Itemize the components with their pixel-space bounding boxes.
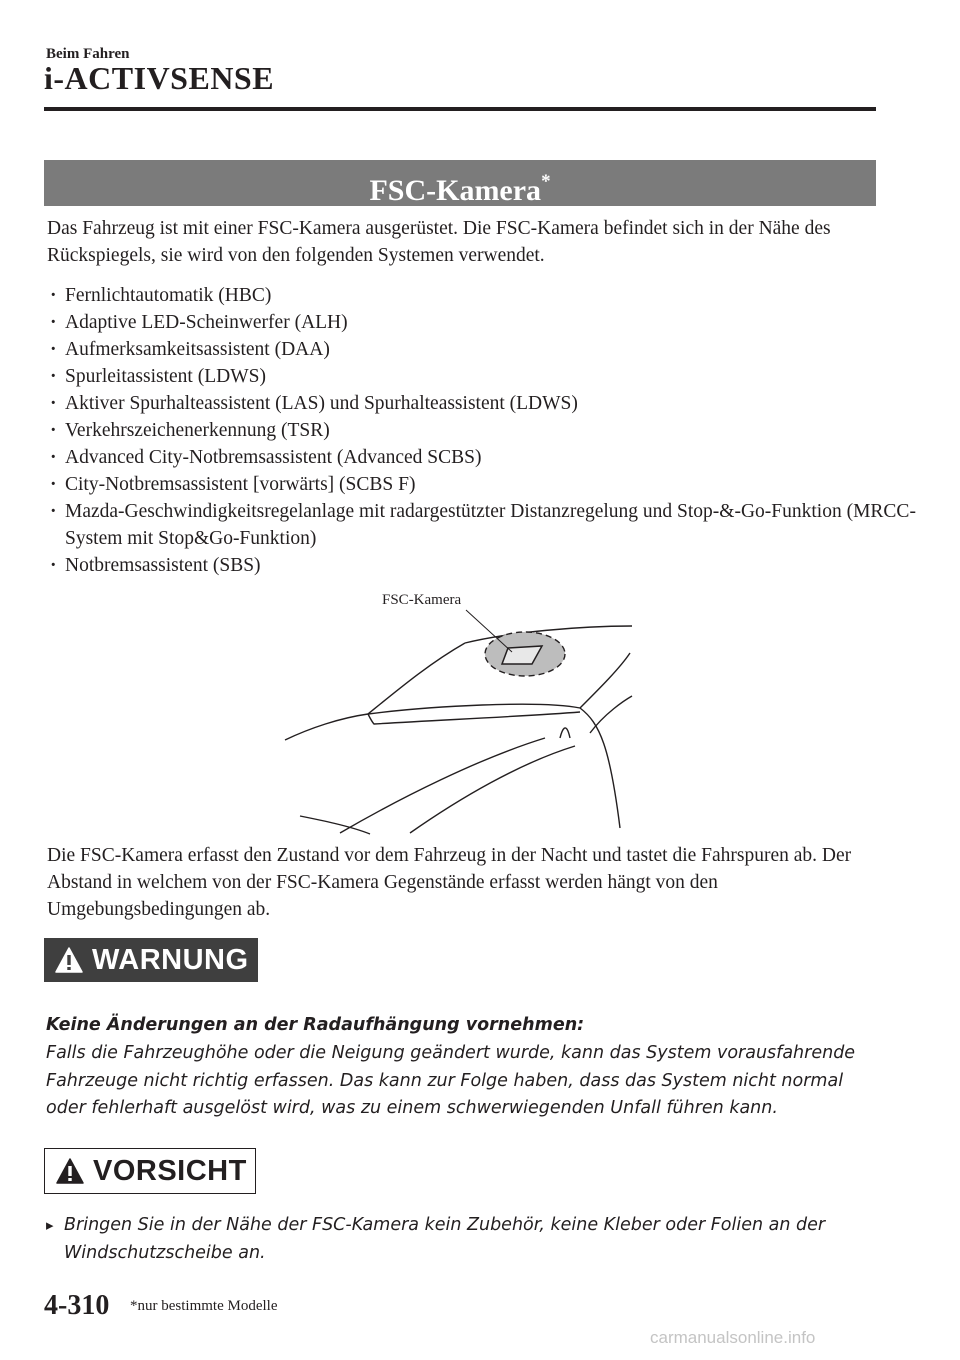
list-item: · Adaptive LED-Scheinwerfer (ALH) [47, 309, 960, 336]
section-label: Beim Fahren [46, 46, 130, 62]
a-pillar-left [368, 643, 465, 714]
system-list [47, 282, 960, 579]
header-rule [44, 107, 876, 111]
caution-label: VORSICHT [93, 1154, 247, 1187]
caution-icon [55, 1156, 85, 1186]
intro-paragraph: Das Fahrzeug ist mit einer FSC-Kamera ausgerüstet. Die FSC-Kamera befindet sich in der Nähe des Rückspiegels, sie wird von den folgenden Systemen verwendet. [47, 218, 831, 266]
list-item: · Advanced City-Notbremsassistent (Advanced SCBS) [47, 444, 960, 471]
list-item: · Notbremsassistent (SBS) [47, 552, 960, 579]
chapter-title: i-ACTIVSENSE [44, 60, 275, 96]
model-footnote-marker: * [541, 171, 551, 192]
list-item: · Verkehrszeichenerkennung (TSR) [47, 417, 960, 444]
warning-header [44, 938, 258, 982]
windshield-illustration [280, 588, 640, 838]
detection-paragraph: Die FSC-Kamera erfasst den Zustand vor dem Fahrzeug in der Nacht und tastet die Fahrspuren ab. Der Abstand in welchem von der FSC-Kamera Gegenstände erfasst werden hängt von den Umgebungsbedingungen ab. [47, 845, 852, 920]
list-item: · Aufmerksamkeitsassistent (DAA) [47, 336, 960, 363]
list-item: · City-Notbremsassistent [vorwärts] (SCBS F) [47, 471, 960, 498]
list-item: · Aktiver Spurhalteassistent (LAS) und Spurhalteassistent (LDWS) [47, 390, 960, 417]
page-title [44, 160, 876, 206]
warning-text: Falls die Fahrzeughöhe oder die Neigung geändert wurde, kann das System vorausfahrende Fahrzeuge nicht richtig erfassen. Das kann zur Folge haben, dass das System nicht normal oder fehlerhaft ausgelöst wird, was zu einem schwerwiegenden Unfall führen kann. [46, 1043, 856, 1118]
caution-header [44, 1148, 256, 1194]
list-item: · Spurleitassistent (LDWS) [47, 363, 960, 390]
arrow-bullet-icon: ▸ [46, 1216, 54, 1234]
warning-icon [54, 945, 84, 975]
caution-item-text: Bringen Sie in der Nähe der FSC-Kamera kein Zubehör, keine Kleber oder Folien an der Windschutzscheibe an. [64, 1215, 826, 1263]
page-number: 4-310 [44, 1290, 110, 1321]
figure-label: FSC-Kamera [382, 592, 462, 608]
watermark: carmanualsonline.info [650, 1328, 816, 1347]
footnote: *nur bestimmte Modelle [130, 1298, 278, 1314]
list-item: · Mazda-Geschwindigkeitsregelanlage mit radargestützter Distanzregelung und Stop-&-Go-Funktion (MRCC-System mit Stop&Go-Funktion) [47, 498, 960, 552]
list-item: · Fernlichtautomatik (HBC) [47, 282, 960, 309]
warning-label: WARNUNG [92, 943, 249, 976]
caution-item [46, 1212, 874, 1267]
hood-line [285, 704, 620, 828]
page-title-text: FSC-Kamera [369, 174, 542, 207]
camera-location-figure [280, 588, 640, 838]
warning-title: Keine Änderungen an der Radaufhängung vornehmen: [46, 1015, 585, 1035]
